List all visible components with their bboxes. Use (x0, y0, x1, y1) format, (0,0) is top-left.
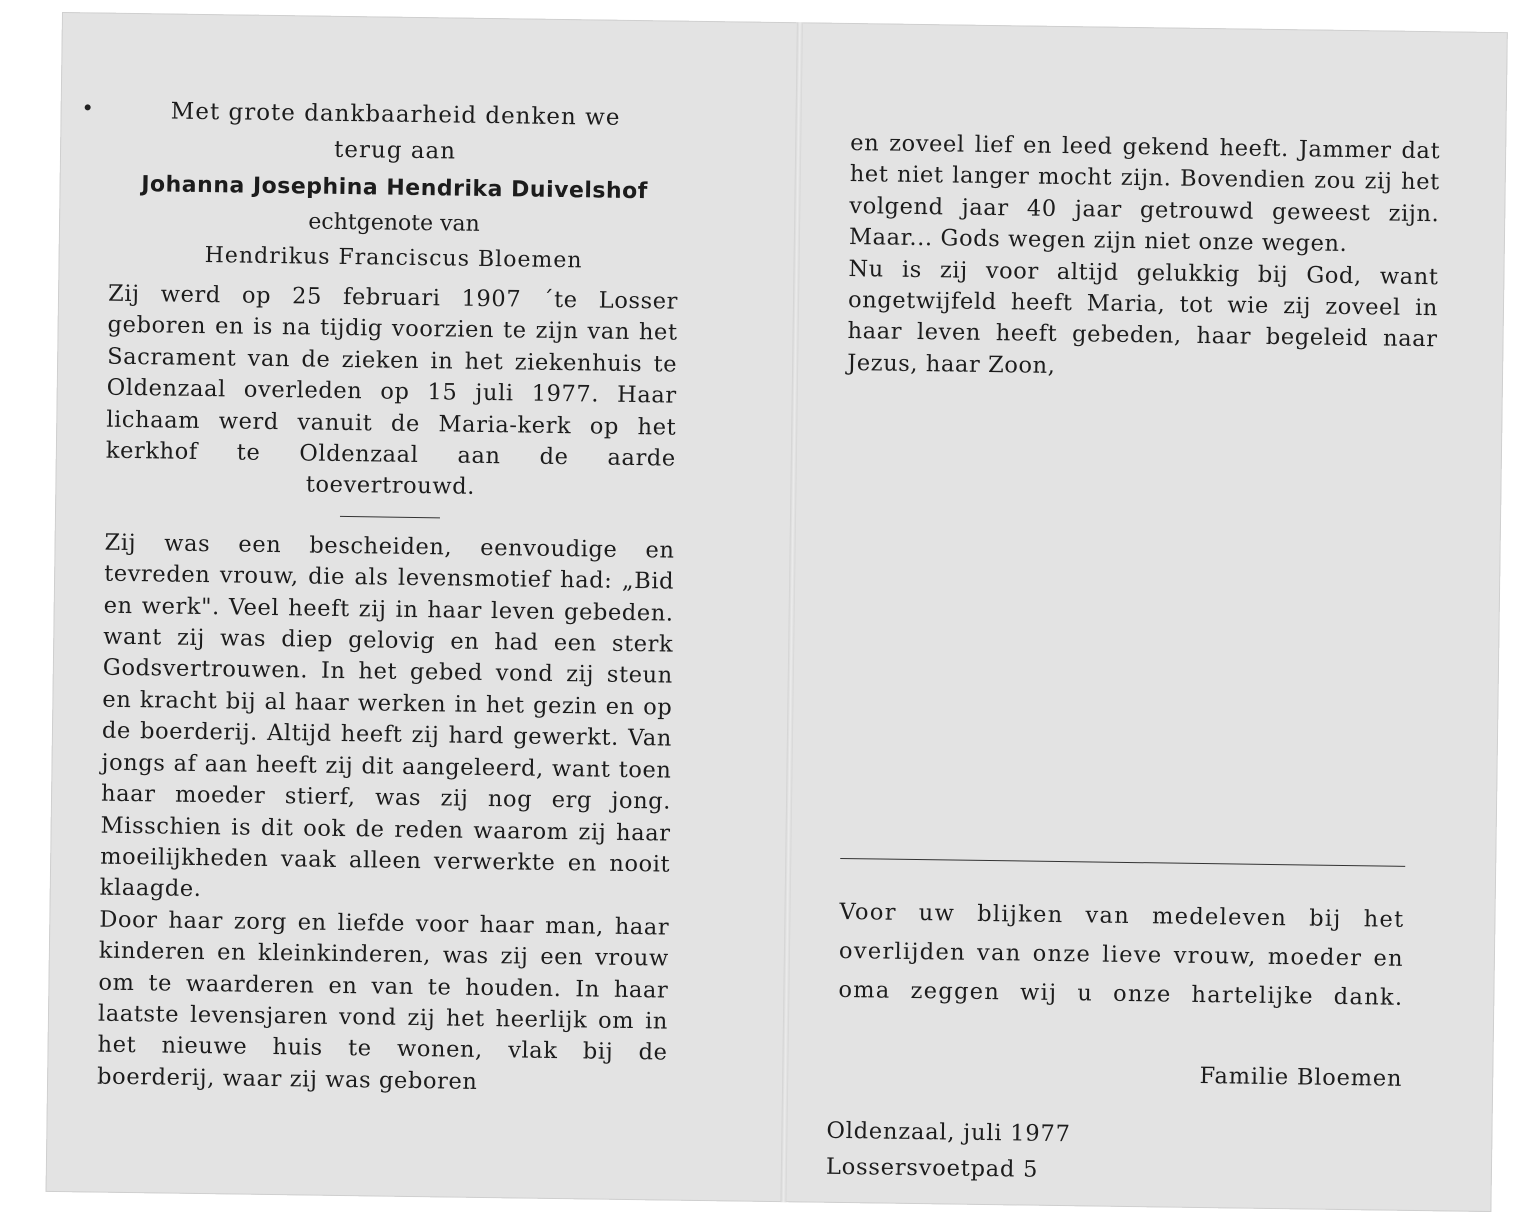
intro (110, 93, 681, 173)
place-block (826, 1113, 1071, 1188)
card-fold (780, 22, 802, 1202)
biography-paragraph: Zij werd op 25 februari 1907 ´te Losser geboren en is na tijdig voorzien te zijn van het Sacrament van de zieken in het ziekenhuis te Oldenzaal overleden op 15 juli 1977. Haar lichaam werd vanuit de Maria-kerk op het kerkhof te Oldenzaal aan de aarde toevertrouwd. (105, 280, 679, 501)
left-page (97, 93, 681, 1101)
right-page (825, 128, 1441, 1183)
thanks-paragraph: Voor uw blijken van medeleven bij het overlijden van onze lieve vrouw, moeder en oma zeggen wij u onze hartelijke dank. (838, 898, 1405, 1011)
memory-paragraph-1: Zij was een bescheiden, eenvoudige en tevreden vrouw, die als levensmotief had: „Bid en werk". Veel heeft zij in haar leven gebeden. want zij was diep gelovig en had een sterk Godsvertrouwen. In het gebed vond zij steun en kracht bij al haar werken in het gezin en op de boerderij. Altijd heeft zij hard gewerkt. Van jongs af aan heeft zij dit aangeleerd, want toen haar moeder stierf, was zij nog erg jong. Misschien is dit ook de reden waarom zij haar moeilijkheden vaak alleen verwerkte en nooit klaagde. (99, 529, 675, 903)
thanks-section (838, 893, 1405, 1018)
deceased-name: Johanna Josephina Hendrika Duivelshof (141, 172, 649, 205)
divider (340, 516, 440, 518)
intro-line-1: Met grote dankbaarheid denken we (170, 98, 621, 131)
memorial-card (46, 12, 1508, 1212)
address: Lossersvoetpad 5 (825, 1153, 1039, 1183)
place-date: Oldenzaal, juli 1977 (826, 1117, 1071, 1148)
continuation-paragraph: en zoveel lief en leed gekend heeft. Jammer dat het niet langer mocht zijn. Bovendien zou zij het volgend jaar 40 jaar getrouwd geweest zijn. Maar... Gods wegen zijn niet onze wegen. (848, 130, 1441, 258)
bullet-mark (85, 104, 91, 110)
memory-paragraph-2: Door haar zorg en liefde voor haar man, haar kinderen en kleinkinderen, was zij een vrouw om te waarderen en van te houden. In haar laatste levensjaren vond zij het heerlijk om in het nieuwe huis te wonen, vlak bij de boerderij, waar zij was geboren (96, 906, 670, 1095)
divider-long (840, 858, 1405, 867)
spouse-name: Hendrikus Franciscus Bloemen (204, 243, 583, 274)
family-signature: Familie Bloemen (1199, 1062, 1403, 1092)
intro-line-2: terug aan (333, 136, 457, 165)
spouse-label: echtgenote van (308, 209, 480, 237)
faith-paragraph: Nu is zij voor altijd gelukkig bij God, want ongetwijfeld heeft Maria, tot wie zij zoveel in haar leven heeft gebeden, haar begeleid naar Jezus, haar Zoon, (846, 255, 1439, 379)
